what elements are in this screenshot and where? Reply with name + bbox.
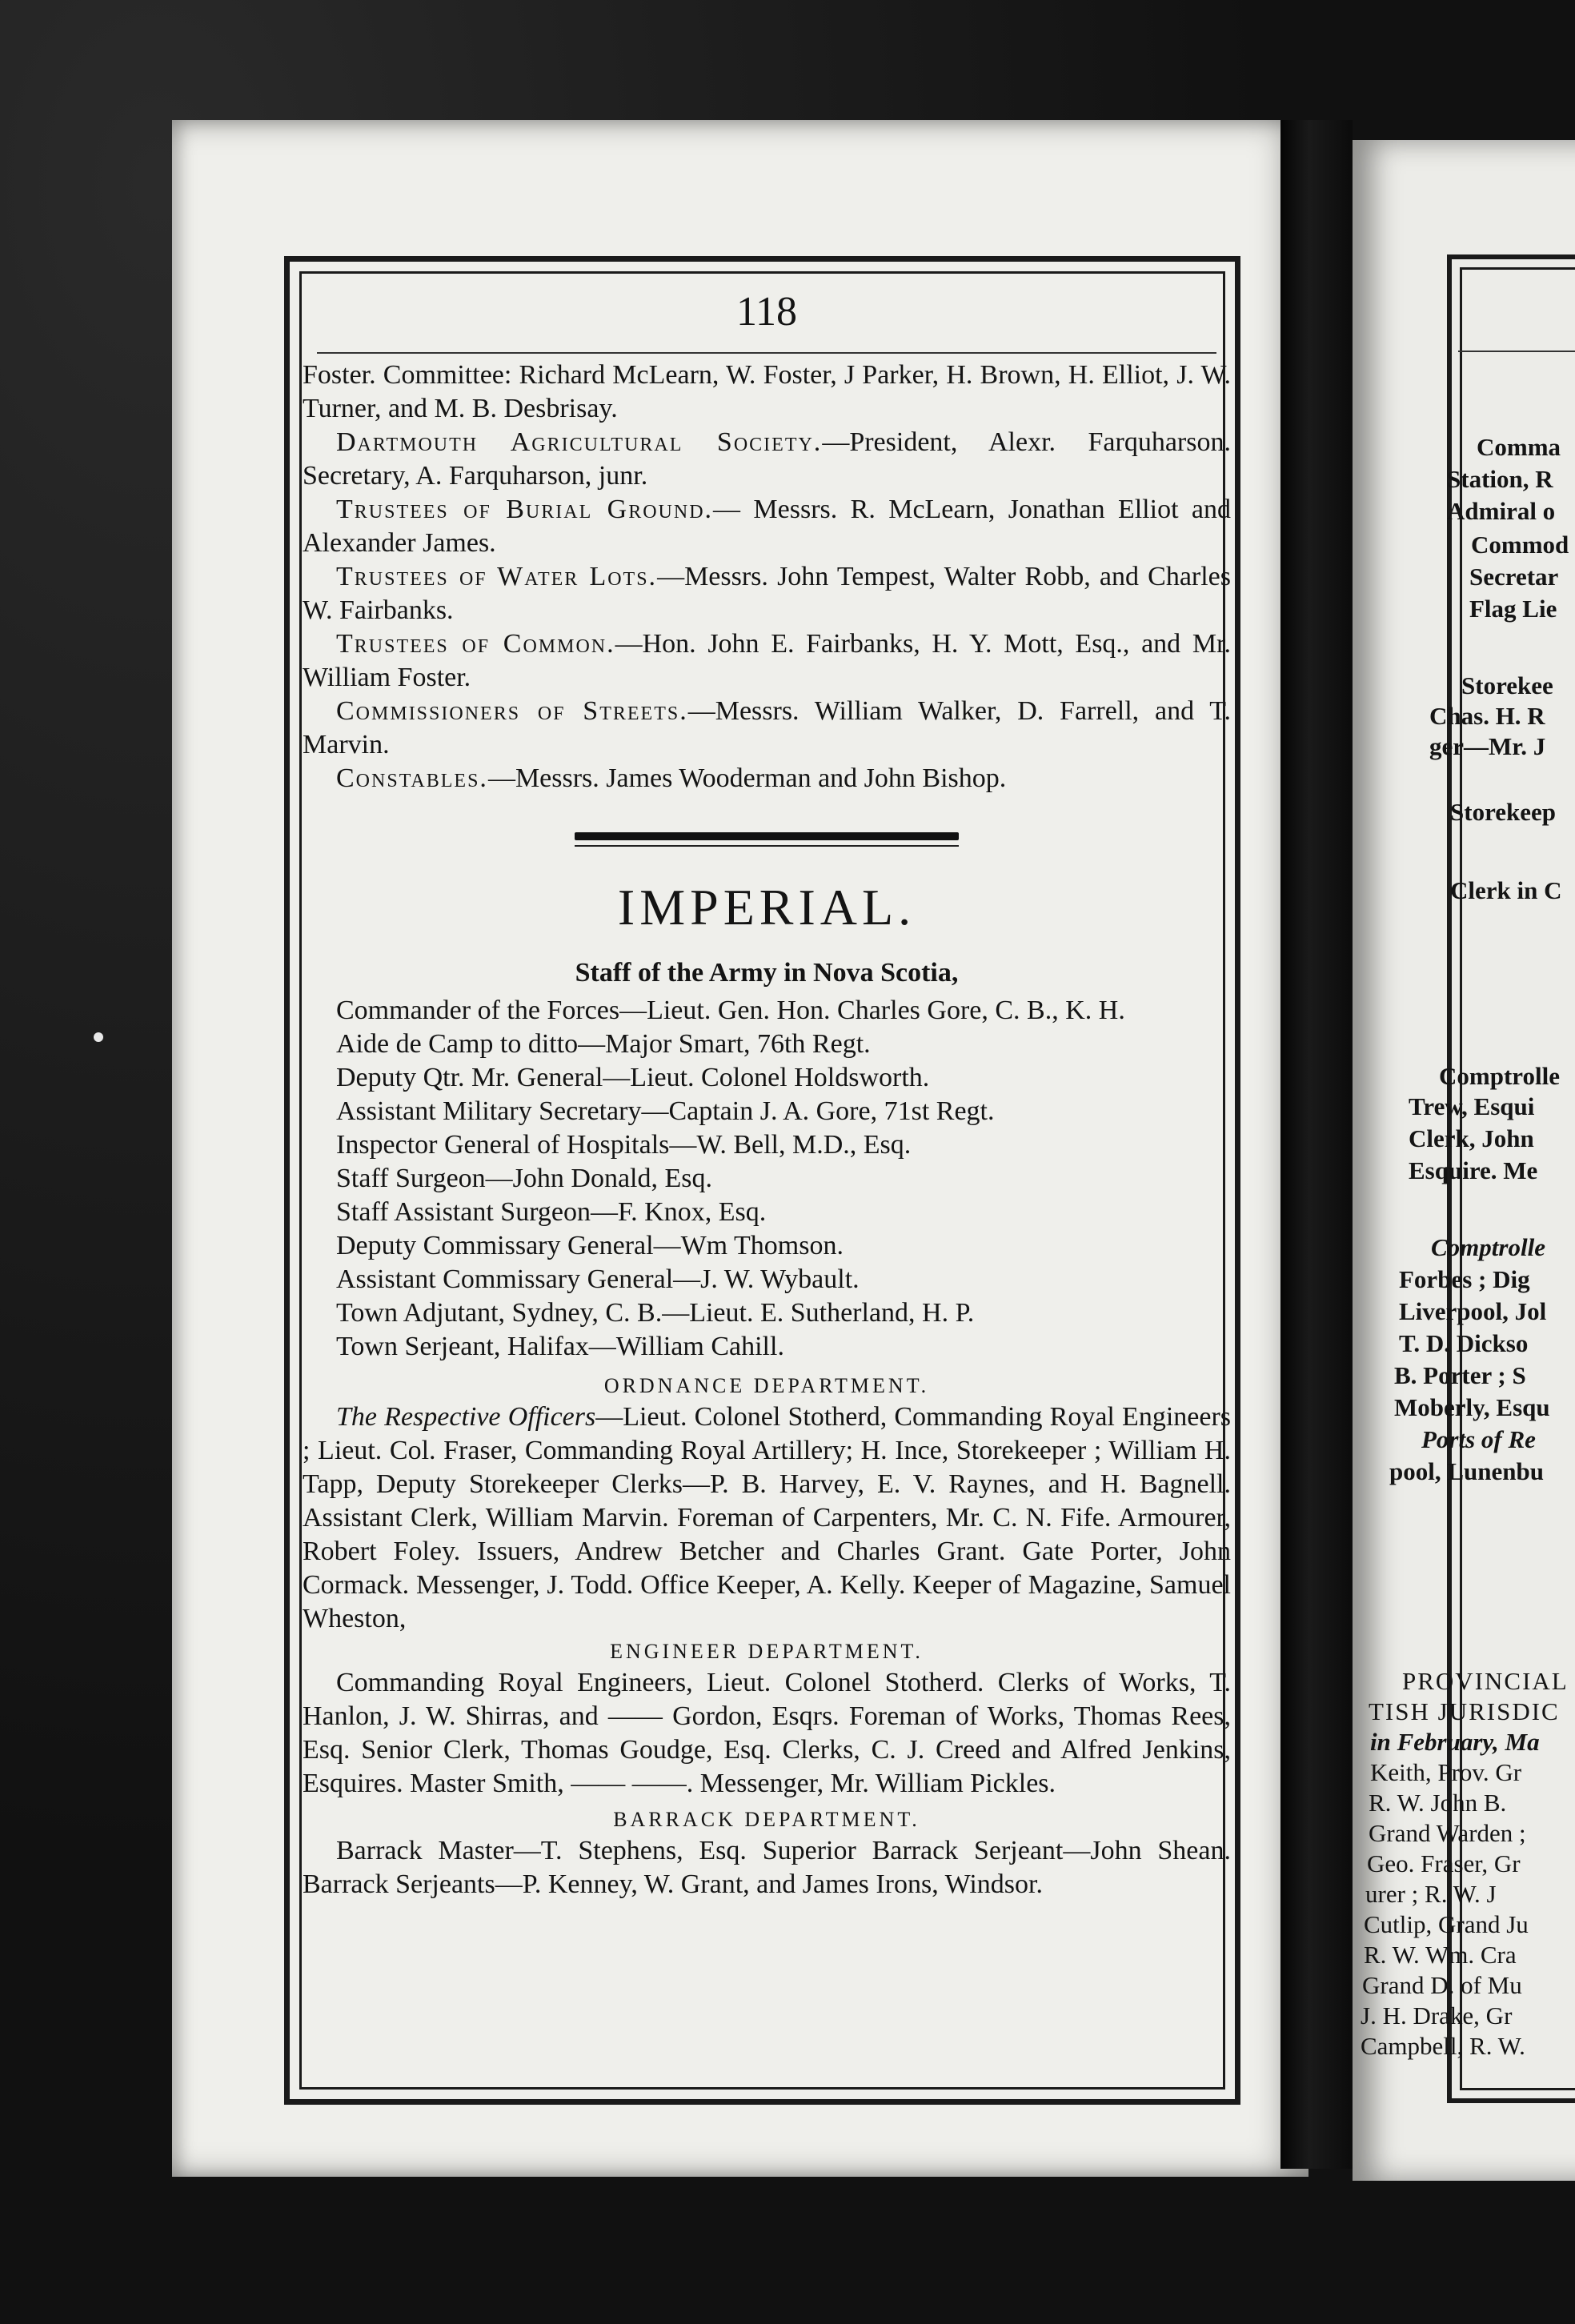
municipal-section (303, 359, 1231, 795)
right-line: Liverpool, Jol (1399, 1297, 1547, 1325)
right-line: Esquire. Me (1409, 1156, 1538, 1184)
right-line: B. Porter ; S (1394, 1361, 1526, 1389)
right-page-header-rule (1458, 351, 1575, 352)
ordnance-heading: ORDNANCE DEPARTMENT. (603, 1374, 930, 1397)
army-staff-list (303, 994, 1231, 1364)
right-line: Grand Warden ; (1369, 1819, 1526, 1847)
right-line: Campbell, R. W. (1361, 2032, 1525, 2060)
entry-heading: The Respective Officers (336, 1402, 596, 1432)
agricultural-society-paragraph (303, 426, 1231, 493)
common-paragraph (303, 627, 1231, 695)
staff-entry: Deputy Commissary General—Wm Thomson. (336, 1231, 844, 1260)
right-line: Moberly, Esqu (1394, 1393, 1550, 1421)
staff-entry: Town Adjutant, Sydney, C. B.—Lieut. E. Sutherland, H. P. (336, 1298, 975, 1328)
section-subtitle: Staff of the Army in Nova Scotia, (575, 958, 959, 988)
right-line: Geo. Fraser, Gr (1367, 1849, 1521, 1877)
right-line: Station, R (1447, 465, 1553, 493)
staff-entry: Staff Assistant Surgeon—F. Knox, Esq. (336, 1197, 767, 1227)
right-line: Comma (1477, 433, 1561, 461)
scan-speck (94, 1032, 103, 1042)
right-line: Clerk, John (1409, 1124, 1534, 1152)
right-line: PROVINCIAL (1402, 1667, 1569, 1695)
right-line: J. H. Drake, Gr (1361, 2001, 1513, 2029)
entry-heading: Trustees of Common. (336, 629, 615, 659)
staff-entry: Aide de Camp to ditto—Major Smart, 76th Regt. (336, 1029, 871, 1059)
right-line: Ports of Re (1421, 1425, 1536, 1453)
right-line: Trew, Esqui (1409, 1092, 1535, 1120)
engineer-paragraph: Commanding Royal Engineers, Lieut. Colonel Stotherd. Clerks of Works, T. Hanlon, J. W. Shirras, and —— Gordon, Esqrs. Foreman of Works, Thomas Rees, Esq. Senior Clerk, Thomas Goudge, Esq. Clerks, C. J. Creed and Alfred Jenkins, Esquires. Master Smith, —— ——. Messenger, Mr. William Pickles. (303, 1668, 1231, 1798)
constables-paragraph (303, 762, 1231, 795)
right-line: Admiral o (1447, 497, 1556, 525)
engineer-heading: ENGINEER DEPARTMENT. (610, 1640, 924, 1663)
right-line: Forbes ; Dig (1399, 1265, 1530, 1293)
right-line: Keith, Prov. Gr (1370, 1758, 1522, 1786)
staff-entry: Deputy Qtr. Mr. General—Lieut. Colonel Holdsworth. (336, 1063, 930, 1092)
right-line: Cutlip, Grand Ju (1364, 1910, 1529, 1938)
staff-entry: Inspector General of Hospitals—W. Bell, M.D., Esq. (336, 1130, 912, 1160)
right-line: T. D. Dickso (1399, 1329, 1529, 1357)
right-line: Comptrolle (1431, 1233, 1545, 1261)
water-lots-paragraph (303, 560, 1231, 627)
entry-heading: Constables. (336, 763, 488, 793)
left-page-content (303, 288, 1231, 1901)
right-line: Comptrolle (1439, 1062, 1560, 1090)
right-line: Chas. H. R (1429, 702, 1545, 730)
entry-heading: Trustees of Burial Ground. (336, 495, 714, 524)
paragraph-text: —Messrs. James Wooderman and John Bishop. (487, 763, 1007, 793)
right-line: Storekee (1461, 671, 1553, 699)
paragraph-text: —Hon. John E. Fairbanks, H. Y. Mott, Esq., and Mr. William Foster. (303, 629, 1231, 692)
right-line: urer ; R. W. J (1365, 1880, 1497, 1908)
right-line: Commod (1471, 531, 1569, 559)
paragraph-text: —Messrs. John Tempest, Walter Robb, and Charles W. Fairbanks. (303, 562, 1231, 625)
entry-heading: Trustees of Water Lots. (336, 562, 658, 591)
entry-heading: Dartmouth Agricultural Society. (336, 427, 823, 457)
burial-ground-paragraph (303, 493, 1231, 560)
paragraph-text: —Lieut. Colonel Stotherd, Commanding Royal Engineers ; Lieut. Col. Fraser, Commanding Royal Artillery; H. Ince, Storekeeper ; William H. Tapp, Deputy Storekeeper Clerks—P. B. Harvey, E. V. Raynes, and H. Bagnell. Assistant Clerk, William Marvin. Foreman of Carpenters, Mr. C. N. Fife. Armourer, Robert Foley. Issuers, Andrew Betcher and Charles Grant. Gate Porter, John Cormack. Messenger, J. Todd. Office Keeper, A. Kelly. Keeper of Magazine, Samuel Wheston, (303, 1402, 1231, 1633)
paragraph-text: — Messrs. R. McLearn, Jonathan Elliot and Alexander James. (303, 495, 1231, 558)
right-line: ger—Mr. J (1429, 732, 1546, 760)
staff-entry: Town Serjeant, Halifax—William Cahill. (336, 1332, 784, 1361)
committee-paragraph (303, 359, 1231, 426)
streets-paragraph (303, 695, 1231, 762)
ordnance-paragraph (303, 1400, 1231, 1636)
paragraph-text: —Messrs. William Walker, D. Farrell, and T. Marvin. (303, 696, 1231, 759)
entry-heading: Commissioners of Streets. (336, 696, 688, 726)
staff-entry: Assistant Military Secretary—Captain J. A. Gore, 71st Regt. (336, 1096, 995, 1126)
section-divider-thin (575, 845, 959, 847)
page-number: 118 (317, 288, 1216, 354)
staff-entry: Assistant Commissary General—J. W. Wybault. (336, 1264, 860, 1294)
right-line: TISH JURISDIC (1369, 1697, 1560, 1725)
barrack-paragraph: Barrack Master—T. Stephens, Esq. Superior Barrack Serjeant—John Shean. Barrack Serjeants—P. Kenney, W. Grant, and James Irons, Windsor. (303, 1836, 1231, 1899)
section-title: IMPERIAL. (617, 879, 916, 936)
right-line: Flag Lie (1469, 595, 1557, 623)
right-line: Grand D. of Mu (1362, 1971, 1522, 1999)
right-line: in February, Ma (1370, 1728, 1540, 1756)
book-gutter (1280, 120, 1353, 2169)
right-line: pool, Lunenbu (1389, 1457, 1544, 1485)
right-line: Clerk in C (1450, 876, 1562, 904)
staff-entry: Commander of the Forces—Lieut. Gen. Hon. Charles Gore, C. B., K. H. (336, 996, 1125, 1025)
right-line: Storekeep (1450, 798, 1557, 826)
right-line: R. W. John B. (1369, 1789, 1507, 1817)
paragraph-text: Foster. Committee: Richard McLearn, W. Foster, J Parker, H. Brown, H. Elliot, J. W. Turner, and M. B. Desbrisay. (303, 360, 1231, 423)
paragraph-text: —President, Alexr. Farquharson. Secretary, A. Farquharson, junr. (303, 427, 1231, 491)
right-line: Secretar (1469, 563, 1559, 591)
barrack-heading: BARRACK DEPARTMENT. (613, 1808, 920, 1831)
section-divider-thick (575, 832, 959, 840)
right-line: R. W. Wm. Cra (1364, 1941, 1517, 1969)
staff-entry: Staff Surgeon—John Donald, Esq. (336, 1164, 713, 1193)
